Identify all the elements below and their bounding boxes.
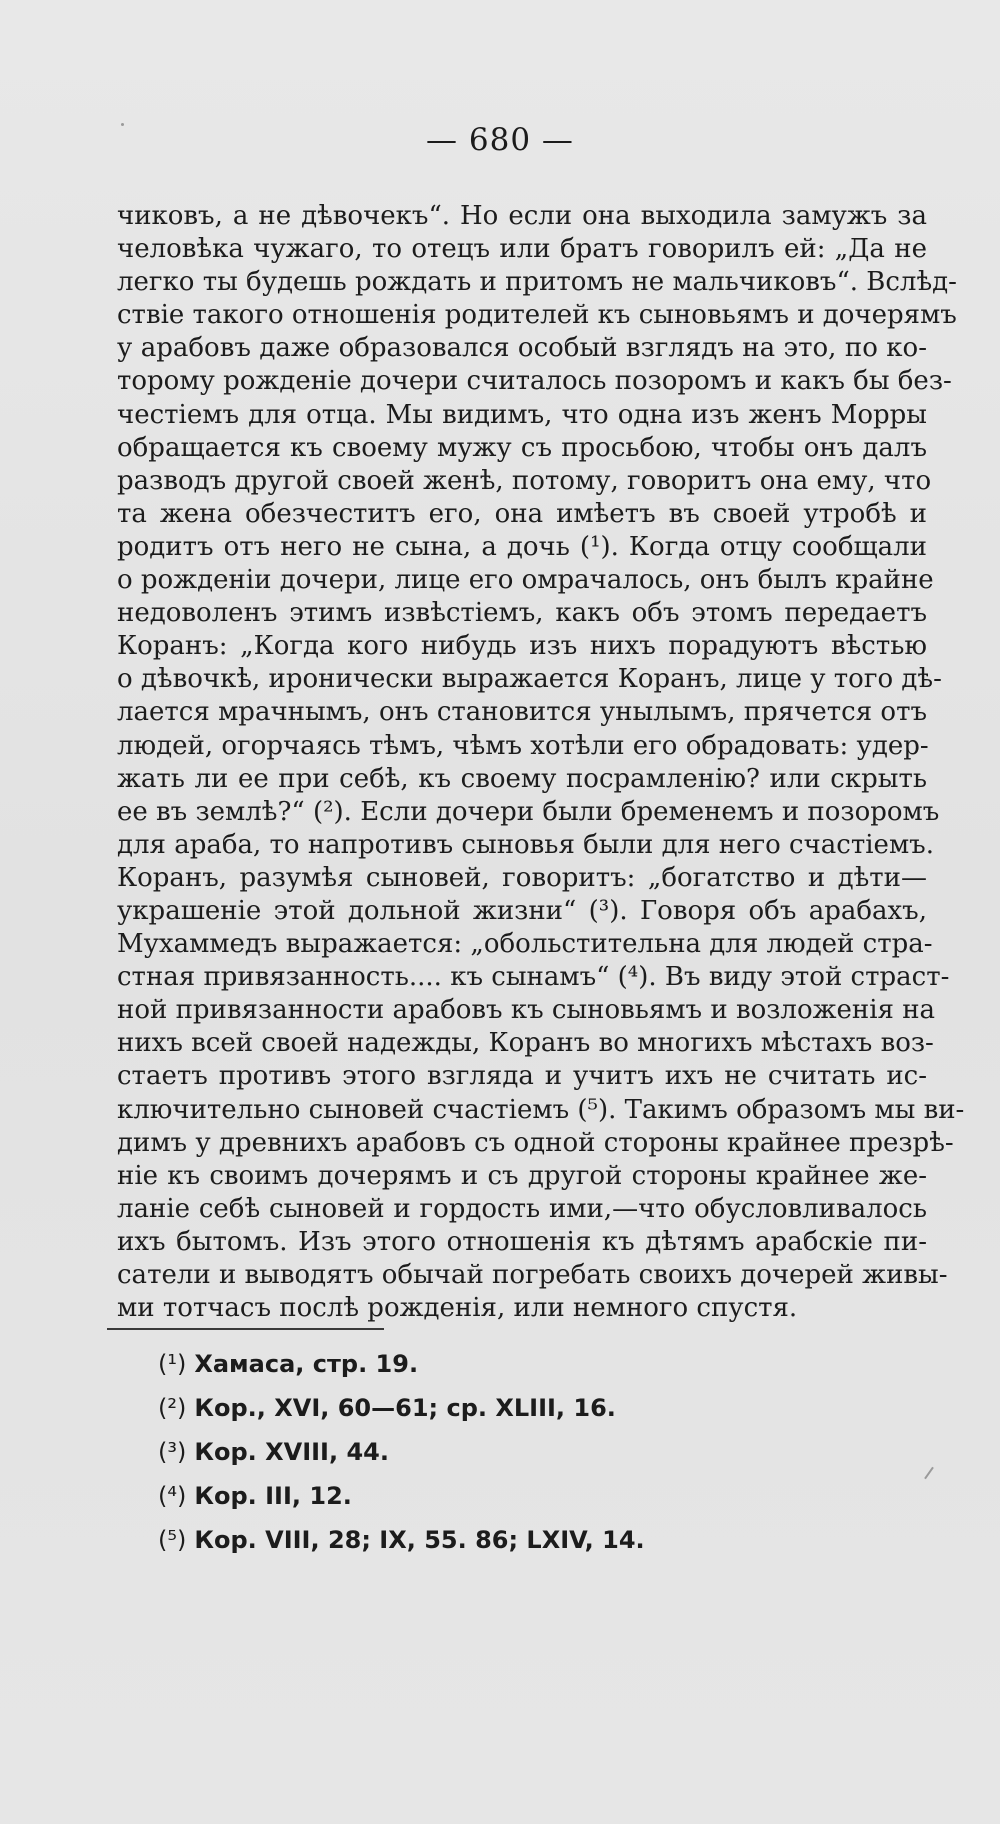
text-line: та жена обезчеститъ его, она имѣетъ въ своей утробѣ и [117,498,927,529]
text-line: о рожденіи дочери, лице его омрачалось, онъ былъ крайне [117,565,934,596]
text-line: чиковъ, а не дѣвочекъ“. Но если она выходила замужъ за [117,201,927,231]
footnote [158,1389,858,1427]
text-line: ніе къ своимъ дочерямъ и съ другой стороны крайнее же- [117,1160,927,1191]
text-line: ланіе себѣ сыновей и гордость ими,—что обусловливалось [117,1193,927,1224]
footnote-text: Кор. VIII, 28; IX, 55. 86; LXIV, 14. [194,1526,645,1554]
text-line: торому рожденіе дочери считалось позоромъ и какъ бы без- [117,366,952,397]
footnote-divider [107,1328,384,1330]
text-line: стаетъ противъ этого взгляда и учитъ ихъ не считать ис- [117,1061,927,1092]
paper-speck [121,123,124,126]
text-line: о дѣвочкѣ, иронически выражается Коранъ, лице у того дѣ- [117,664,942,695]
text-line: недоволенъ этимъ извѣстіемъ, какъ объ этомъ передаетъ [117,598,927,629]
text-line: стная привязанность.... къ сынамъ“ (⁴). Въ виду этой страст- [117,962,950,993]
footnote-marker: (⁴) [158,1482,187,1510]
footnote [158,1433,858,1471]
text-line: ихъ бытомъ. Изъ этого отношенія къ дѣтямъ арабскіе пи- [117,1226,927,1257]
text-line: жать ли ее при себѣ, къ своему посрамленію? или скрыть [117,763,927,794]
text-line: честіемъ для отца. Мы видимъ, что одна изъ женъ Морры [117,399,927,430]
text-line: обращается къ своему мужу съ просьбою, чтобы онъ далъ [117,432,927,463]
footnote-marker: (¹) [158,1350,187,1378]
text-line: нихъ всей своей надежды, Коранъ во многихъ мѣстахъ воз- [117,1028,934,1059]
text-line: ствіе такого отношенія родителей къ сыновьямъ и дочерямъ [117,300,957,331]
paper-speck [924,1467,934,1480]
text-line: родитъ отъ него не сына, а дочь (¹). Когда отцу сообщали [117,531,927,562]
text-line: людей, огорчаясь тѣмъ, чѣмъ хотѣли его обрадовать: удер- [117,730,929,761]
footnote-marker: (²) [158,1394,187,1422]
footnote-text: Кор. XVIII, 44. [194,1438,389,1466]
text-line: ми тотчасъ послѣ рожденія, или немного спустя. [117,1293,798,1324]
text-line: для араба, то напротивъ сыновья были для него счастіемъ. [117,829,934,860]
footnote [158,1477,858,1515]
text-line: Коранъ, разумѣя сыновей, говоритъ: „богатство и дѣти— [117,862,927,893]
footnote [158,1345,858,1383]
footnote [158,1521,858,1559]
text-line: димъ у древнихъ арабовъ съ одной стороны крайнее презрѣ- [117,1127,954,1158]
text-line: Мухаммедъ выражается: „обольстительна для людей стра- [117,929,933,960]
text-line: Коранъ: „Когда кого нибудь изъ нихъ порадуютъ вѣстью [117,631,927,662]
text-line: разводъ другой своей женѣ, потому, говоритъ она ему, что [117,465,932,496]
footnote-text: Кор., XVI, 60—61; ср. XLIII, 16. [194,1394,616,1422]
text-line: ключительно сыновей счастіемъ (⁵). Такимъ образомъ мы ви- [117,1094,965,1125]
text-line: ее въ землѣ?“ (²). Если дочери были бременемъ и позоромъ [117,796,940,827]
footnote-text: Хамаса, стр. 19. [194,1350,419,1378]
text-line: лается мрачнымъ, онъ становится унылымъ, прячется отъ [117,697,927,728]
footnotes [158,1345,858,1565]
text-line: ной привязанности арабовъ къ сыновьямъ и возложенія на [117,995,936,1026]
main-text [117,200,965,1325]
footnote-text: Кор. III, 12. [194,1482,352,1510]
text-line: украшеніе этой дольной жизни“ (³). Говоря объ арабахъ, [117,895,927,926]
footnote-marker: (³) [158,1438,187,1466]
text-line: у арабовъ даже образовался особый взглядъ на это, по ко- [117,333,927,364]
footnote-marker: (⁵) [158,1526,187,1554]
text-line: легко ты будешь рождать и притомъ не мальчиковъ“. Вслѣд- [117,267,957,298]
text-line: человѣка чужаго, то отецъ или братъ говорилъ ей: „Да не [117,234,927,265]
page-number: — 680 — [426,122,574,158]
text-line: сатели и выводятъ обычай погребать своихъ дочерей живы- [117,1260,948,1290]
